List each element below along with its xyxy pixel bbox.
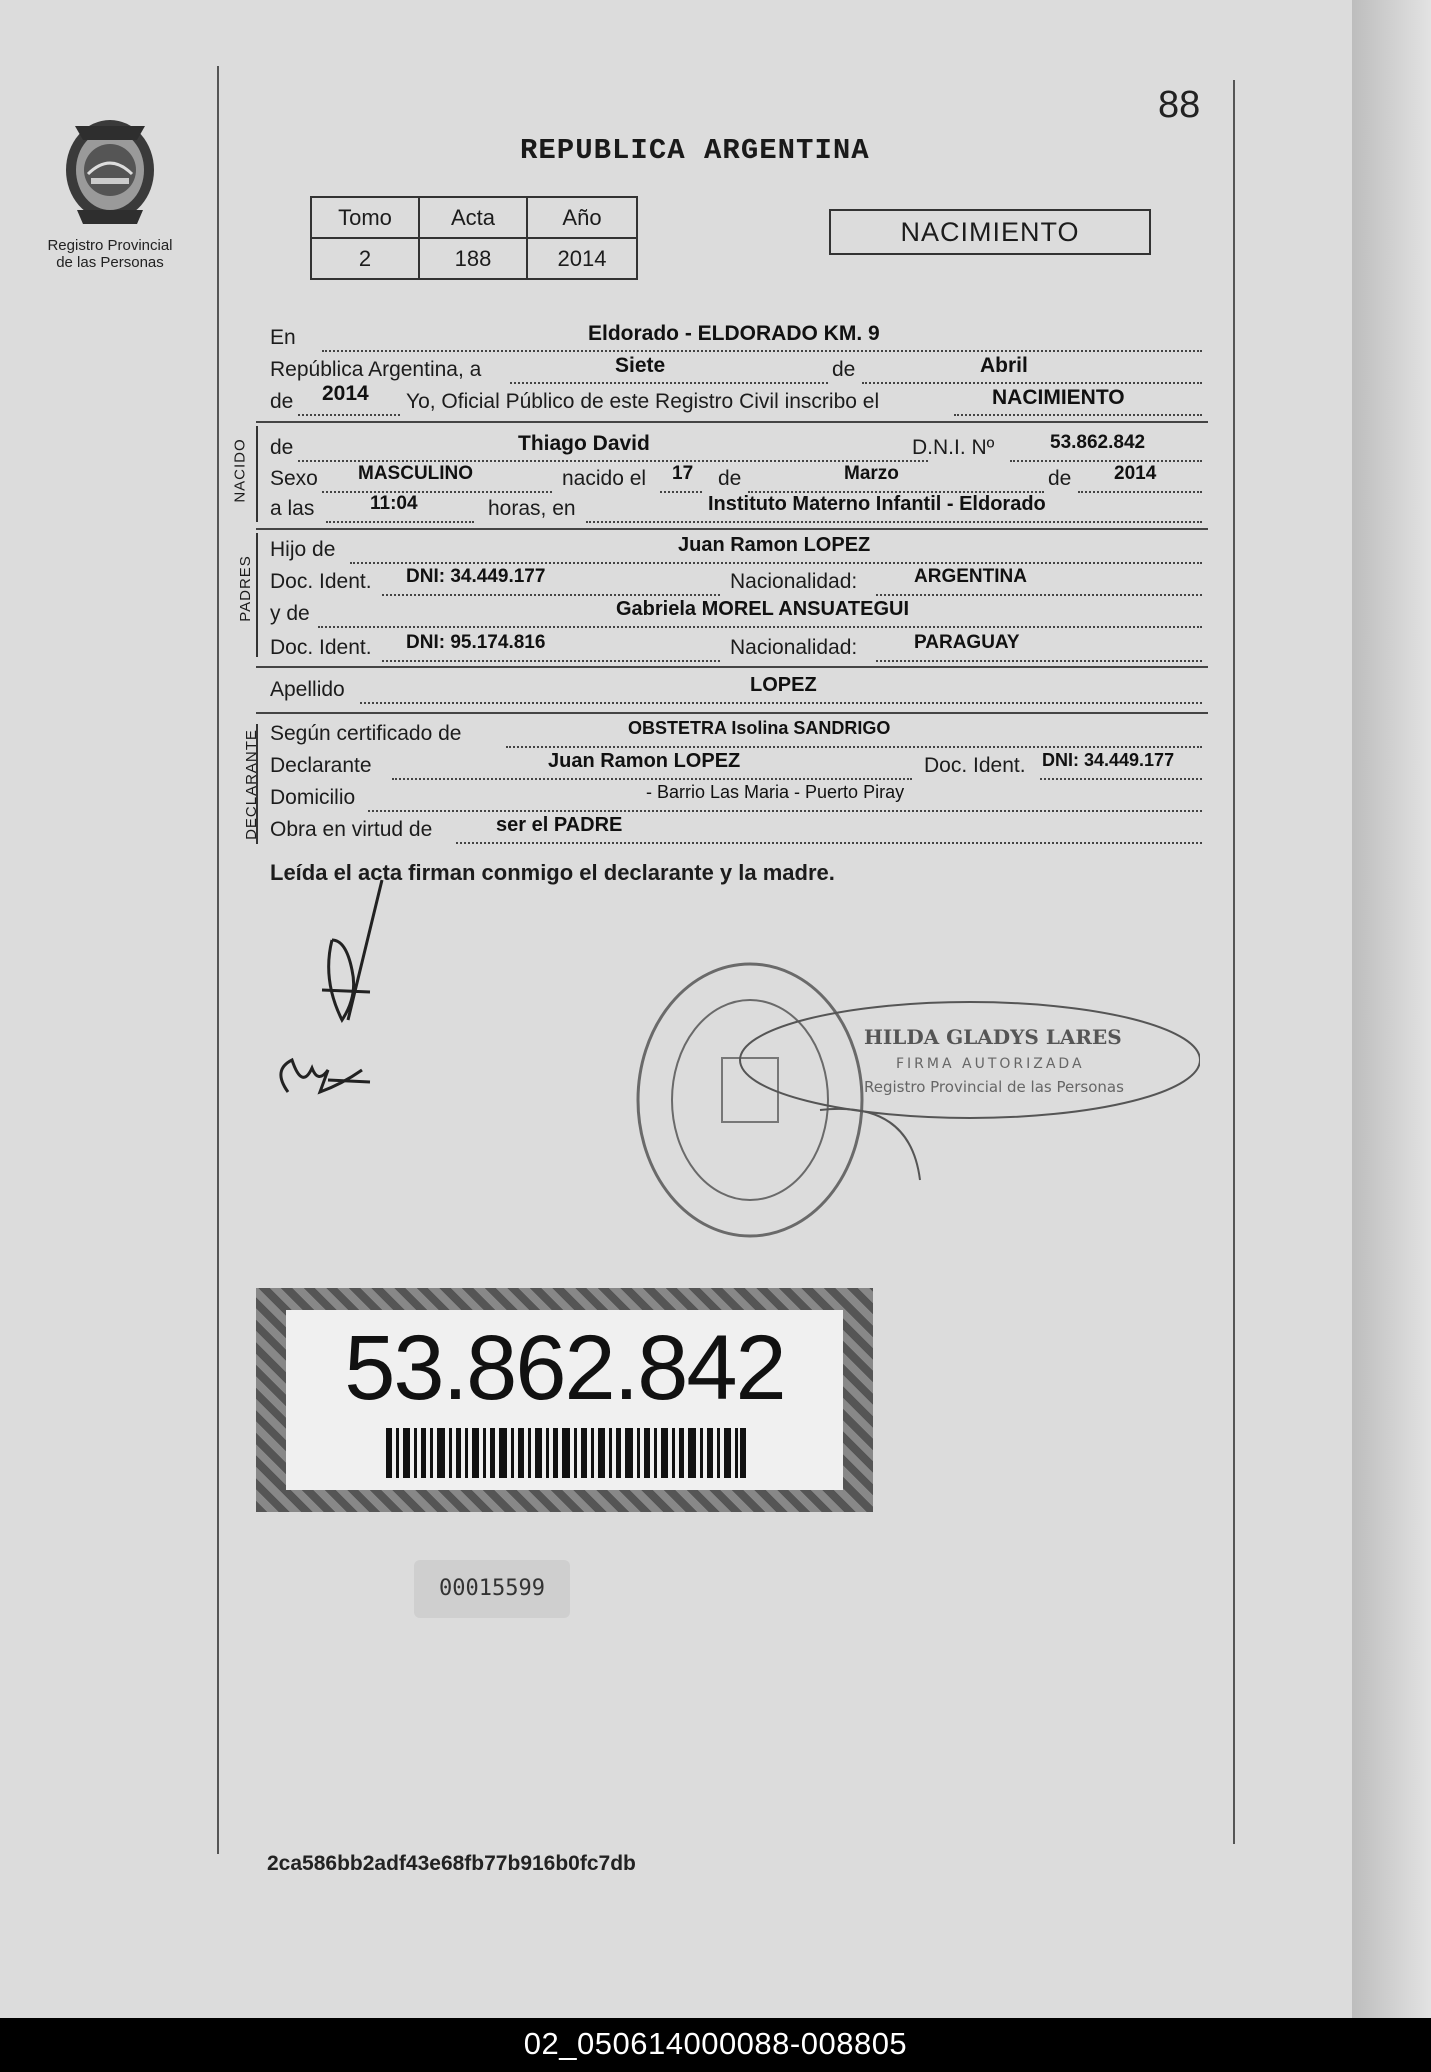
certificado-value: OBSTETRA Isolina SANDRIGO <box>628 718 891 738</box>
row-father-doc <box>270 566 1205 600</box>
de-label-2: de <box>718 467 742 490</box>
row-mother-doc <box>270 632 1205 666</box>
row-republica <box>270 354 1205 388</box>
acta-header: Acta <box>419 197 527 238</box>
day-value: Siete <box>615 354 666 377</box>
birth-month-value: Marzo <box>844 463 899 484</box>
rule-declarante-top <box>256 712 1208 714</box>
left-margin-line <box>217 66 219 1854</box>
row-name <box>270 432 1205 466</box>
page-edge-shadow <box>1352 0 1431 2018</box>
nacido-de-label: de <box>270 436 294 459</box>
obra-label: Obra en virtud de <box>270 818 433 841</box>
acta-value: 188 <box>419 238 527 279</box>
record-table-header-row <box>311 197 637 238</box>
declarante-value: Juan Ramon LOPEZ <box>548 750 741 772</box>
birth-day-value: 17 <box>672 463 694 484</box>
hijo-de-label: Hijo de <box>270 538 336 561</box>
ano-value: 2014 <box>527 238 637 279</box>
control-number-stamp: 00015599 <box>414 1560 570 1618</box>
day-dots <box>510 358 828 384</box>
record-table-value-row <box>311 238 637 279</box>
de-label-3: de <box>1048 467 1072 490</box>
mother-nat-value: PARAGUAY <box>914 632 1020 653</box>
hash-code: 2ca586bb2adf43e68fb77b916b0fc7db <box>267 1852 636 1875</box>
domicilio-value: - Barrio Las Maria - Puerto Piray <box>646 782 905 802</box>
father-nat-label: Nacionalidad: <box>730 570 858 593</box>
father-doc-label: Doc. Ident. <box>270 570 372 593</box>
certificado-label: Según certificado de <box>270 722 462 745</box>
mother-doc-value: DNI: 95.174.816 <box>406 632 546 653</box>
declarante-label: Declarante <box>270 754 372 777</box>
record-type-box: NACIMIENTO <box>829 209 1151 255</box>
inscribo-value: NACIMIENTO <box>992 386 1125 409</box>
declarante-doc-value: DNI: 34.449.177 <box>1042 750 1175 770</box>
y-de-label: y de <box>270 602 310 625</box>
father-doc-value: DNI: 34.449.177 <box>406 566 546 587</box>
officer-title: FIRMA AUTORIZADA <box>896 1056 1085 1072</box>
tomo-header: Tomo <box>311 197 419 238</box>
mother-nat-label: Nacionalidad: <box>730 636 858 659</box>
a-las-label: a las <box>270 497 315 520</box>
en-value: Eldorado - ELDORADO KM. 9 <box>588 322 880 345</box>
apellido-value: LOPEZ <box>750 674 817 696</box>
padres-section-label: PADRES <box>236 555 254 622</box>
record-table <box>310 196 638 280</box>
logo-caption-line1: Registro Provincial <box>47 237 173 254</box>
row-hora <box>270 493 1205 527</box>
rule-apellido-top <box>256 666 1208 668</box>
logo-caption-line2: de las Personas <box>56 254 164 271</box>
barcode-number: 53.862.842 <box>344 1317 785 1419</box>
closing-text: Leída el acta firman conmigo el declarante y la madre. <box>270 860 835 885</box>
row-hijo-de <box>270 534 1205 568</box>
hour-value: 11:04 <box>370 493 418 514</box>
de2-label: de <box>270 390 294 413</box>
rule-padres-top <box>256 528 1208 530</box>
official-stamp <box>620 940 1200 1240</box>
officer-name: HILDA GLADYS LARES <box>864 1025 1122 1049</box>
nacido-el-label: nacido el <box>562 467 647 490</box>
month-value: Abril <box>980 354 1028 377</box>
page-number: 88 <box>1158 84 1201 126</box>
en-label: En <box>270 326 296 349</box>
footer-code: 02_050614000088-008805 <box>523 2026 908 2061</box>
de-label: de <box>832 358 856 381</box>
year-value: 2014 <box>322 382 369 405</box>
row-apellido <box>270 674 1205 708</box>
padres-bar <box>256 533 258 657</box>
month-dots <box>862 358 1202 384</box>
ano-header: Año <box>527 197 637 238</box>
row-domicilio <box>270 782 1205 816</box>
republica-label: República Argentina, a <box>270 358 482 381</box>
oficial-text: Yo, Oficial Público de este Registro Civil inscribo el <box>406 390 880 413</box>
apellido-label: Apellido <box>270 678 345 701</box>
row-declarante <box>270 750 1205 784</box>
declarante-section-label: DECLARANTE <box>242 729 260 840</box>
row-en <box>270 322 1205 356</box>
row-certificado <box>270 718 1205 752</box>
row-oficial <box>270 382 1205 420</box>
horas-en-label: horas, en <box>488 497 576 520</box>
footer-bar <box>0 2018 1431 2072</box>
dni-value: 53.862.842 <box>1050 432 1146 453</box>
domicilio-label: Domicilio <box>270 786 356 809</box>
row-y-de <box>270 598 1205 632</box>
tomo-value: 2 <box>311 238 419 279</box>
birth-year-value: 2014 <box>1114 463 1157 484</box>
father-value: Juan Ramon LOPEZ <box>678 534 871 556</box>
rule-nacido-top <box>256 421 1208 423</box>
nacido-bar <box>256 426 258 522</box>
declarant-signature <box>262 870 412 1100</box>
nacido-section-label: NACIDO <box>231 438 249 503</box>
officer-org: Registro Provincial de las Personas <box>864 1078 1124 1096</box>
row-obra <box>270 814 1205 848</box>
barcode-icon <box>386 1428 746 1478</box>
dni-label: D.N.I. Nº <box>912 436 995 459</box>
obra-value: ser el PADRE <box>496 814 623 836</box>
registry-logo <box>40 112 180 271</box>
misiones-seal-icon <box>55 112 165 232</box>
place-value: Instituto Materno Infantil - Eldorado <box>708 493 1046 515</box>
declarante-doc-label: Doc. Ident. <box>924 754 1026 777</box>
mother-doc-label: Doc. Ident. <box>270 636 372 659</box>
document-title: REPUBLICA ARGENTINA <box>520 134 870 167</box>
mother-value: Gabriela MOREL ANSUATEGUI <box>616 598 910 620</box>
sexo-value: MASCULINO <box>358 463 474 484</box>
child-name-value: Thiago David <box>518 432 650 455</box>
sexo-label: Sexo <box>270 467 318 490</box>
father-nat-value: ARGENTINA <box>914 566 1027 587</box>
barcode-label <box>286 1310 843 1490</box>
barcode-sticker <box>256 1288 873 1512</box>
right-margin-line <box>1233 80 1235 1844</box>
